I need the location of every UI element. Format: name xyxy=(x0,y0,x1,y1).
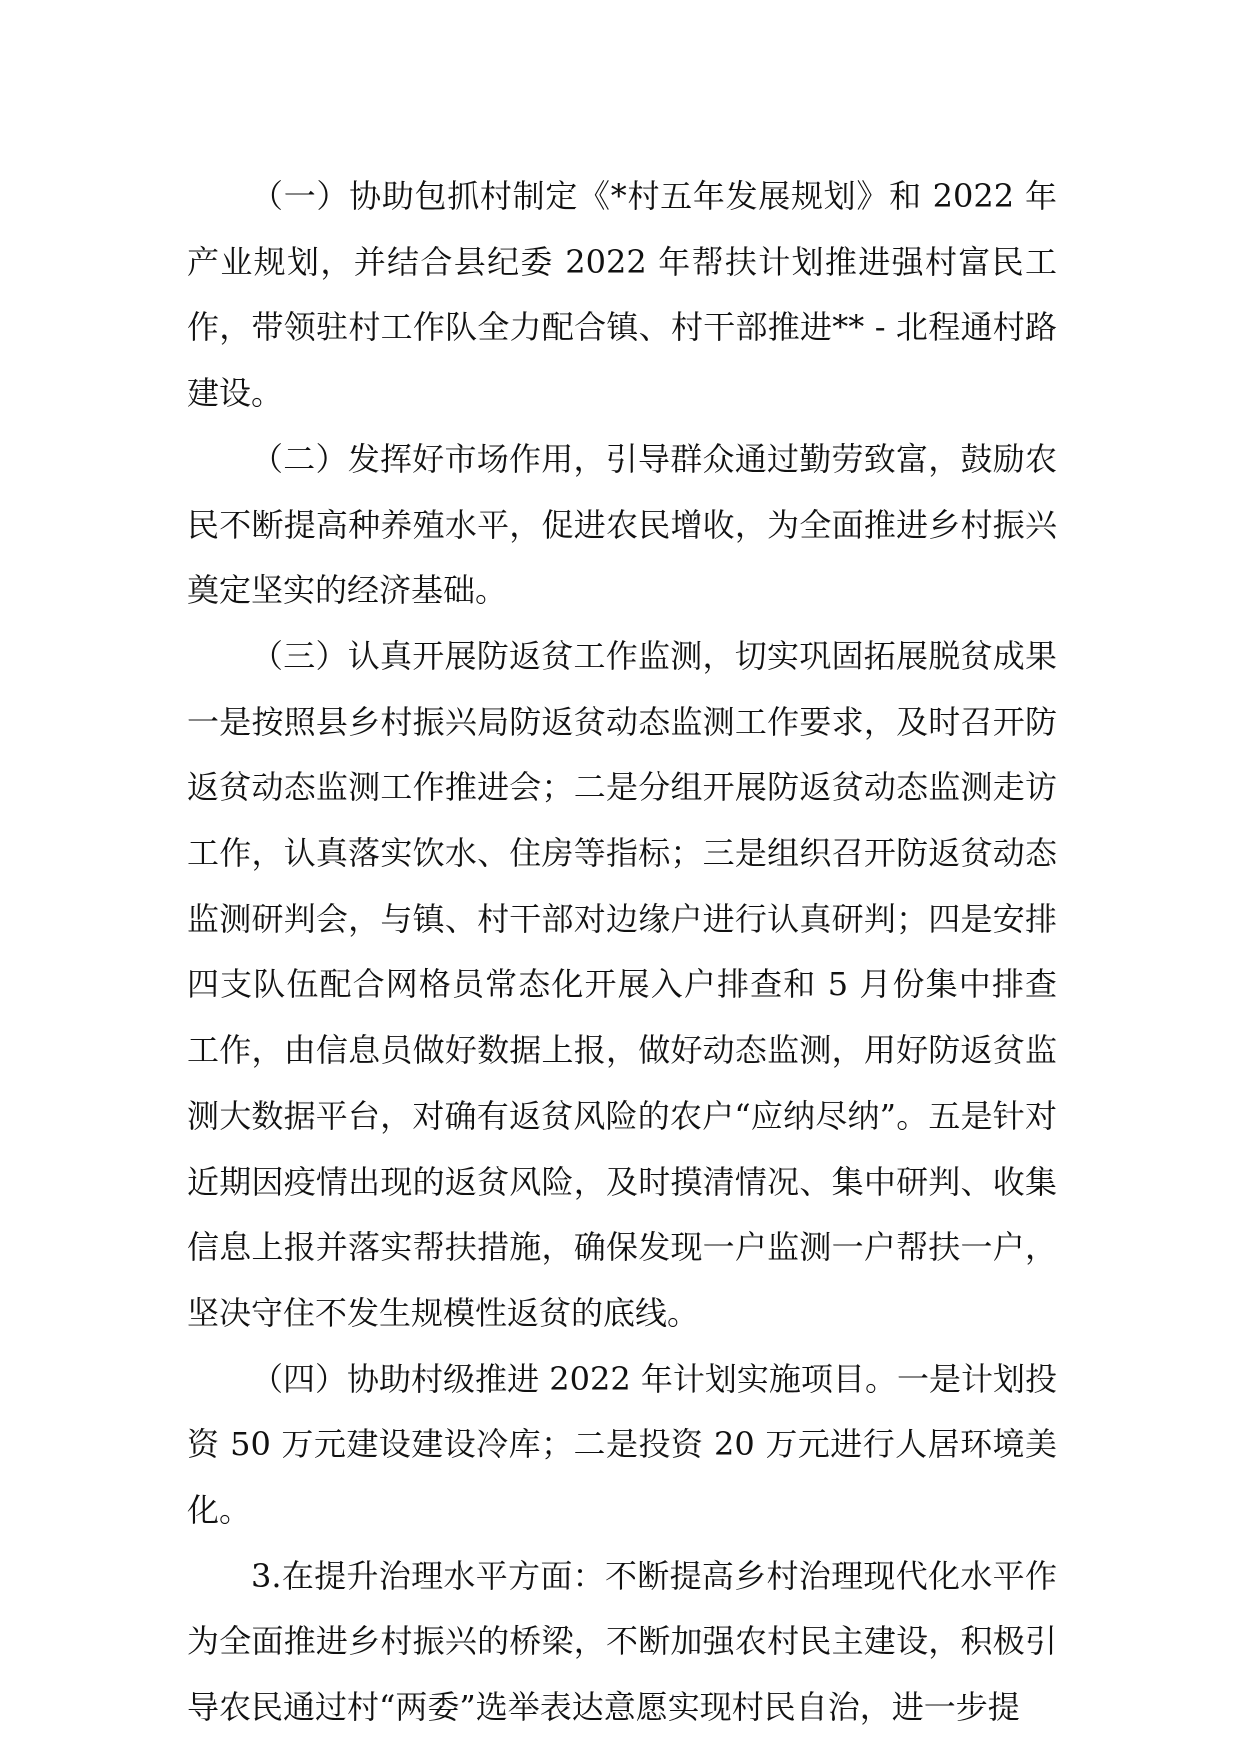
paragraph-4: （四）协助村级推进 2022 年计划实施项目。一是计划投资 50 万元建设建设冷库；二是投资 20 万元进行人居环境美化。 xyxy=(187,1359,1057,1530)
document-body xyxy=(187,164,1057,1741)
paragraph-5: 3.在提升治理水平方面：不断提高乡村治理现代化水平作为全面推进乡村振兴的桥梁，不断加强农村民主建设，积极引导农民通过村“两委”选举表达意愿实现村民自治，进一步提 xyxy=(187,1556,1057,1727)
paragraph-2: （二）发挥好市场作用，引导群众通过勤劳致富，鼓励农民不断提高种养殖水平，促进农民增收，为全面推进乡村振兴奠定坚实的经济基础。 xyxy=(187,439,1057,610)
paragraph-1: （一）协助包抓村制定《*村五年发展规划》和 2022 年产业规划，并结合县纪委 2022 年帮扶计划推进强村富民工作，带领驻村工作队全力配合镇、村干部推进** - 北程通村路建设。 xyxy=(187,177,1057,413)
paragraph-3: （三）认真开展防返贫工作监测，切实巩固拓展脱贫成果一是按照县乡村振兴局防返贫动态监测工作要求，及时召开防返贫动态监测工作推进会；二是分组开展防返贫动态监测走访工作，认真落实饮水、住房等指标；三是组织召开防返贫动态监测研判会，与镇、村干部对边缘户进行认真研判；四是安排四支队伍配合网格员常态化开展入户排查和 5 月份集中排查工作，由信息员做好数据上报，做好动态监测，用好防返贫监测大数据平台，对确有返贫风险的农户“应纳尽纳”。五是针对近期因疫情出现的返贫风险，及时摸清情况、集中研判、收集信息上报并落实帮扶措施，确保发现一户监测一户帮扶一户，坚决守住不发生规模性返贫的底线。 xyxy=(187,636,1057,1332)
